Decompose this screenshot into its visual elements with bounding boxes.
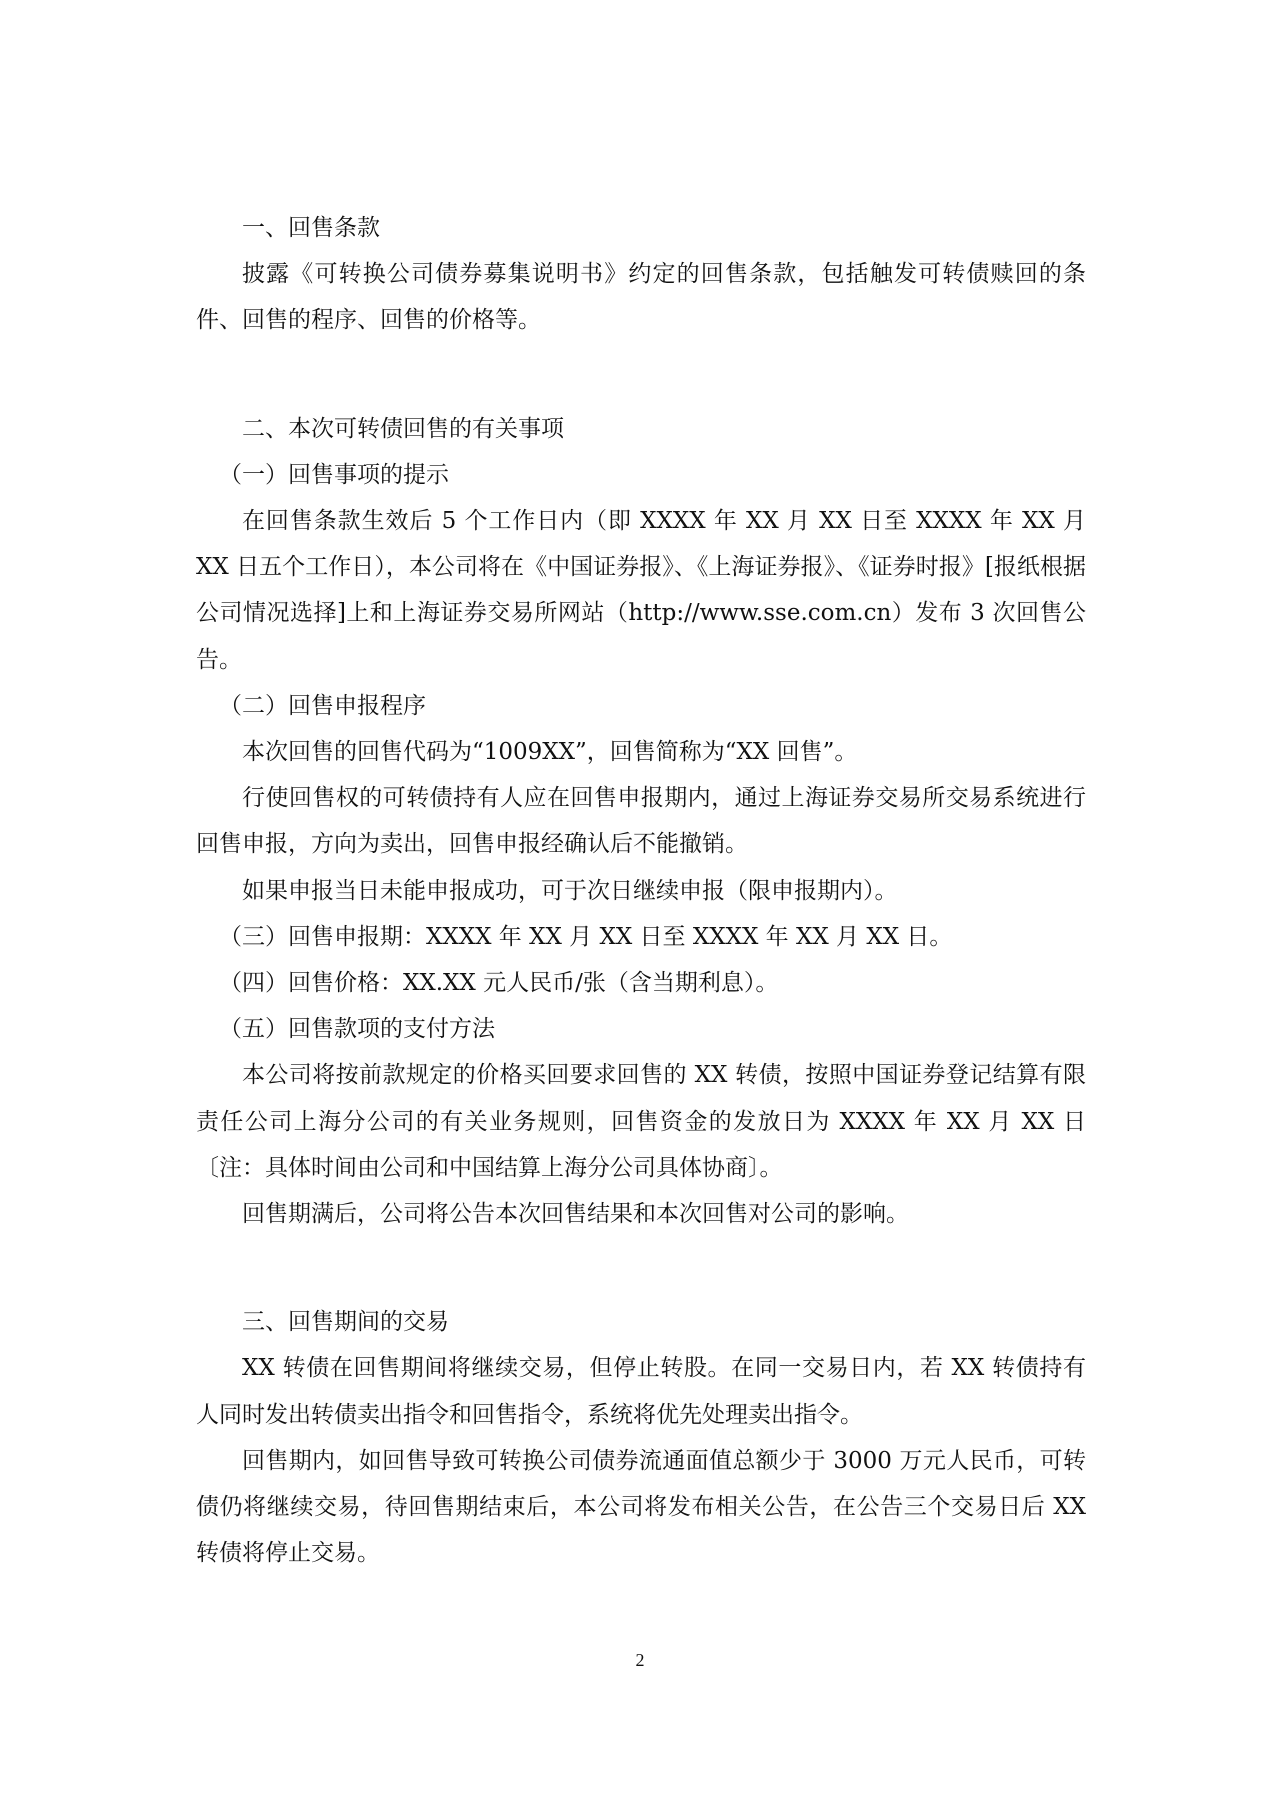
body-paragraph: 披露《可转换公司债券募集说明书》约定的回售条款，包括触发可转债赎回的条件、回售的程序、回售的价格等。 <box>196 261 1086 334</box>
document-body <box>196 205 1086 1576</box>
body-paragraph: 在回售条款生效后 5 个工作日内（即 XXXX 年 XX 月 XX 日至 XXXX 年 XX 月 XX 日五个工作日），本公司将在《中国证券报》、《上海证券报》、《证券时报》[报纸根据公司情况选择]上和上海证券交易所网站（http://www.sse.com.cn）发布 3 次回售公告。 <box>196 508 1086 673</box>
body-paragraph: 行使回售权的可转债持有人应在回售申报期内，通过上海证券交易所交易系统进行回售申报，方向为卖出，回售申报经确认后不能撤销。 <box>196 785 1086 858</box>
body-paragraph: 回售期满后，公司将公告本次回售结果和本次回售对公司的影响。 <box>242 1201 909 1228</box>
body-paragraph: XX 转债在回售期间将继续交易，但停止转股。在同一交易日内，若 XX 转债持有人同时发出转债卖出指令和回售指令，系统将优先处理卖出指令。 <box>196 1355 1086 1428</box>
section-spacer <box>196 344 1086 406</box>
subsection-heading: （四）回售价格：XX.XX 元人民币/张（含当期利息）。 <box>219 970 779 997</box>
body-paragraph: 本次回售的回售代码为“1009XX”，回售简称为“XX 回售”。 <box>242 739 858 766</box>
section-heading: 三、回售期间的交易 <box>242 1309 449 1336</box>
subsection-heading: （一）回售事项的提示 <box>219 461 449 488</box>
body-paragraph: 本公司将按前款规定的价格买回要求回售的 XX 转债，按照中国证券登记结算有限责任公司上海分公司的有关业务规则，回售资金的发放日为 XXXX 年 XX 月 XX 日〔注：具体时间由公司和中国结算上海分公司具体协商〕。 <box>196 1062 1086 1181</box>
section-heading: 二、本次可转债回售的有关事项 <box>242 415 564 442</box>
page-number: 2 <box>635 1650 645 1670</box>
subsection-heading: （三）回售申报期：XXXX 年 XX 月 XX 日至 XXXX 年 XX 月 XX 日。 <box>219 923 953 950</box>
section-spacer <box>196 1237 1086 1299</box>
section-heading: 一、回售条款 <box>242 215 380 241</box>
body-paragraph: 如果申报当日未能申报成功，可于次日继续申报（限申报期内）。 <box>242 877 898 904</box>
subsection-heading: （二）回售申报程序 <box>219 692 426 719</box>
subsection-heading: （五）回售款项的支付方法 <box>219 1016 495 1043</box>
body-paragraph: 回售期内，如回售导致可转换公司债券流通面值总额少于 3000 万元人民币，可转债仍将继续交易，待回售期结束后，本公司将发布相关公告，在公告三个交易日后 XX 转债将停止交易。 <box>196 1447 1086 1567</box>
